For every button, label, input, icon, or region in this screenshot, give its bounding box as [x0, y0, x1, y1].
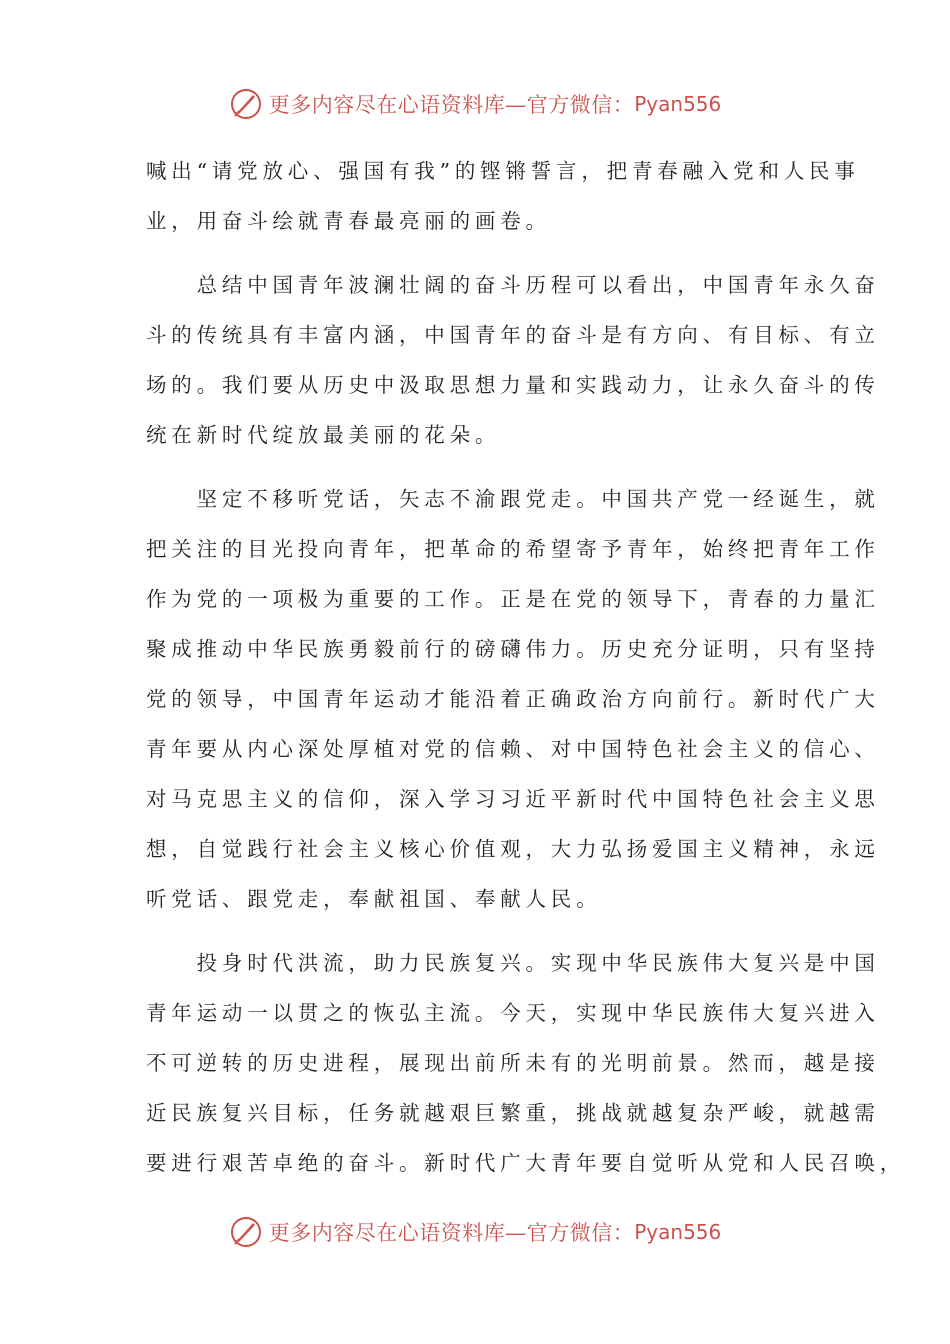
paragraph-line: 坚定不移听党话，矢志不渝跟党走。中国共产党一经诞生，就	[146, 487, 880, 511]
header-wechat-id: Pyan556	[634, 92, 722, 116]
paragraph-line: 青年要从内心深处厚植对党的信赖、对中国特色社会主义的信心、	[146, 737, 880, 761]
paragraph-line: 党的领导，中国青年运动才能沿着正确政治方向前行。新时代广大	[146, 687, 880, 711]
paragraph-line: 要进行艰苦卓绝的奋斗。新时代广大青年要自觉听从党和人民召唤，	[146, 1151, 905, 1175]
document-body	[146, 146, 905, 1202]
footer-wechat-id: Pyan556	[634, 1220, 722, 1244]
paragraph-line: 不可逆转的历史进程，展现出前所未有的光明前景。然而，越是接	[146, 1051, 880, 1075]
paragraph	[146, 474, 880, 924]
paragraph-line: 聚成推动中华民族勇毅前行的磅礴伟力。历史充分证明，只有坚持	[146, 637, 880, 661]
paragraph	[146, 938, 905, 1188]
paragraph-line: 总结中国青年波澜壮阔的奋斗历程可以看出，中国青年永久奋	[146, 273, 880, 297]
paragraph-line: 投身时代洪流，助力民族复兴。实现中华民族伟大复兴是中国	[146, 951, 880, 975]
header-banner	[0, 84, 950, 124]
paragraph-line: 听党话、跟党走，奉献祖国、奉献人民。	[146, 887, 602, 911]
quill-logo-icon	[229, 87, 263, 121]
paragraph-line: 统在新时代绽放最美丽的花朵。	[146, 423, 501, 447]
footer-site-text: 更多内容尽在心语资料库—官方微信：	[268, 1221, 635, 1245]
paragraph	[146, 146, 860, 246]
paragraph-line: 场的。我们要从历史中汲取思想力量和实践动力，让永久奋斗的传	[146, 373, 880, 397]
paragraph	[146, 260, 880, 460]
paragraph-line: 青年运动一以贯之的恢弘主流。今天，实现中华民族伟大复兴进入	[146, 1001, 880, 1025]
paragraph-line: 业，用奋斗绘就青春最亮丽的画卷。	[146, 209, 551, 233]
paragraph-line: 把关注的目光投向青年，把革命的希望寄予青年，始终把青年工作	[146, 537, 880, 561]
paragraph-line: 作为党的一项极为重要的工作。正是在党的领导下，青春的力量汇	[146, 587, 880, 611]
footer-banner	[0, 1212, 950, 1252]
header-site-text: 更多内容尽在心语资料库—官方微信：	[268, 93, 635, 117]
paragraph-line: 斗的传统具有丰富内涵，中国青年的奋斗是有方向、有目标、有立	[146, 323, 880, 347]
paragraph-line: 对马克思主义的信仰，深入学习习近平新时代中国特色社会主义思	[146, 787, 880, 811]
paragraph-line: 想，自觉践行社会主义核心价值观，大力弘扬爱国主义精神，永远	[146, 837, 880, 861]
paragraph-line: 近民族复兴目标，任务就越艰巨繁重，挑战就越复杂严峻，就越需	[146, 1101, 880, 1125]
quill-logo-icon	[229, 1215, 263, 1249]
paragraph-line: 喊出“请党放心、强国有我”的铿锵誓言，把青春融入党和人民事	[146, 159, 860, 183]
